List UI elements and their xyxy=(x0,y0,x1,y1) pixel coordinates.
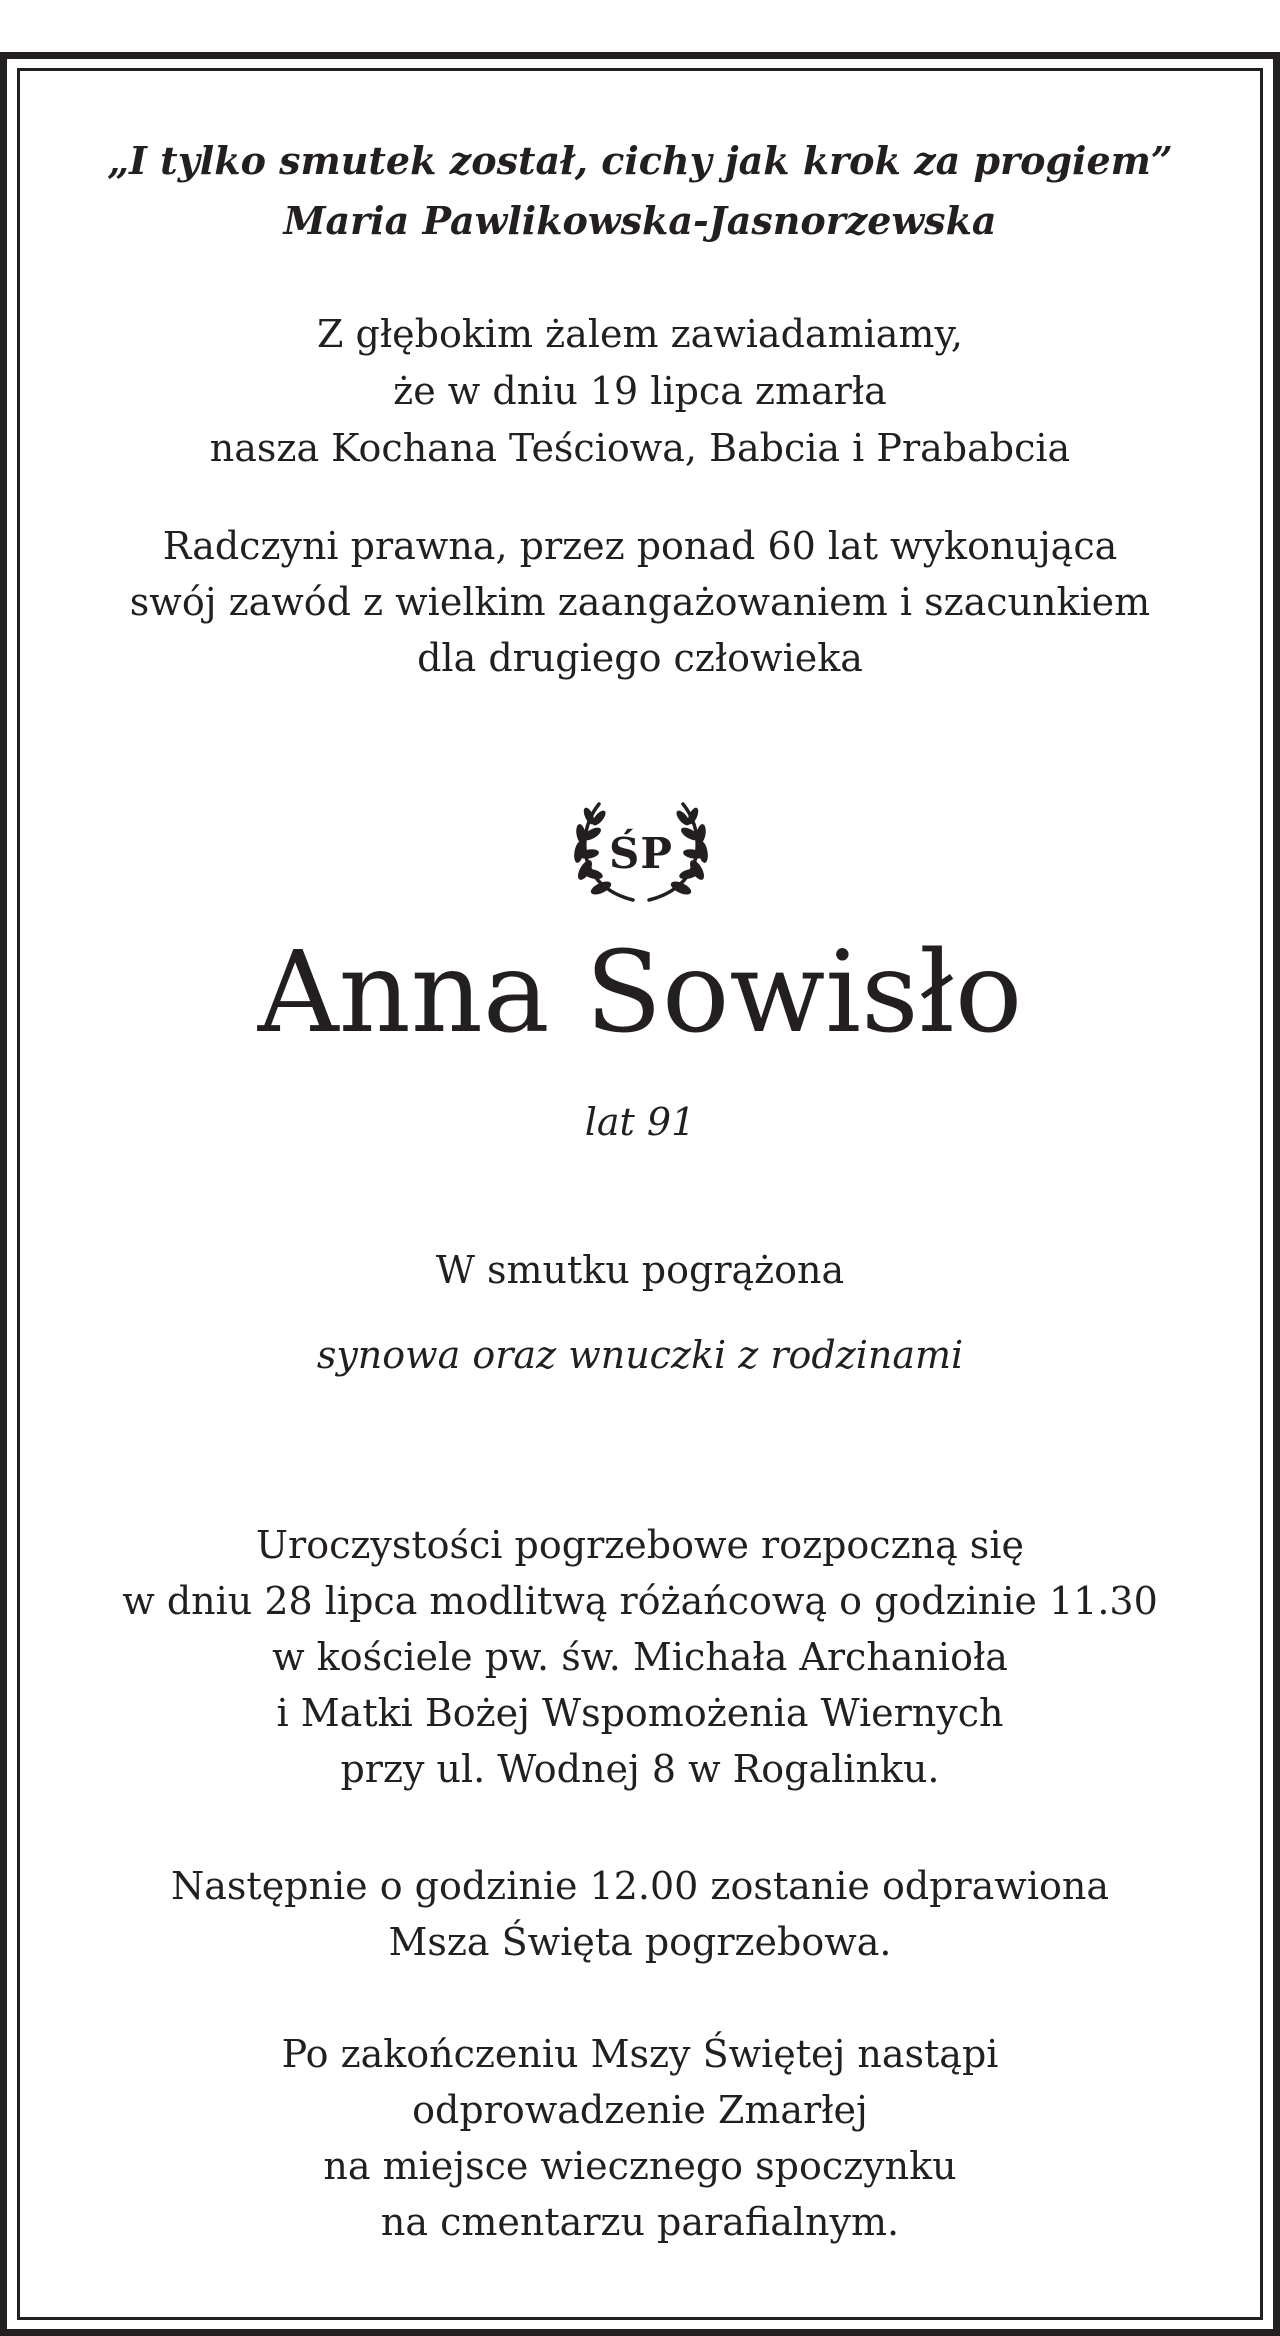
ceremony-line: i Matki Bożej Wspomożenia Wiernych xyxy=(276,1691,1004,1735)
profession-line: dla drugiego człowieka xyxy=(417,636,863,680)
ceremony-line: w kościele pw. św. Michała Archanioła xyxy=(272,1635,1008,1679)
ceremony-line: Uroczystości pogrzebowe rozpoczną się xyxy=(256,1523,1024,1567)
burial-line: na miejsce wiecznego spoczynku xyxy=(323,2144,957,2188)
laurel-wreath-icon xyxy=(571,800,711,904)
ceremony-line: w dniu 28 lipca modlitwą różańcową o godzinie 11.30 xyxy=(122,1579,1158,1623)
emblem-text: ŚP xyxy=(609,829,673,878)
ceremony-line: przy ul. Wodnej 8 w Rogalinku. xyxy=(340,1747,940,1791)
funeral-ceremony-info xyxy=(20,1517,1260,1797)
mourning-text: W smutku pogrążona xyxy=(435,1248,845,1292)
mass-line: Msza Święta pogrzebowa. xyxy=(388,1920,892,1964)
announcement-line: nasza Kochana Teściowa, Babcia i Prababcia xyxy=(209,426,1071,470)
death-announcement xyxy=(20,306,1260,477)
profession-line: swój zawód z wielkim zaangażowaniem i szacunkiem xyxy=(129,580,1151,624)
profession-line: Radczyni prawna, przez ponad 60 lat wykonująca xyxy=(162,524,1118,568)
quote-author: Maria Pawlikowska-Jasnorzewska xyxy=(283,198,997,243)
deceased-age: lat 91 xyxy=(584,1100,696,1144)
announcement-line: Z głębokim żalem zawiadamiamy, xyxy=(317,312,963,356)
quote-text: „I tylko smutek został, cichy jak krok za progiem” xyxy=(107,138,1173,183)
burial-line: na cmentarzu parafialnym. xyxy=(380,2200,900,2244)
burial-info xyxy=(20,2026,1260,2250)
burial-line: Po zakończeniu Mszy Świętej nastąpi xyxy=(281,2032,999,2076)
epigraph-quote xyxy=(20,131,1260,251)
funeral-mass-info xyxy=(20,1858,1260,1970)
announcement-line: że w dniu 19 lipca zmarła xyxy=(393,369,887,413)
mass-line: Następnie o godzinie 12.00 zostanie odprawiona xyxy=(171,1864,1109,1908)
profession-description xyxy=(20,518,1260,686)
deceased-name: Anna Sowisło xyxy=(257,928,1023,1058)
mourners-list: synowa oraz wnuczki z rodzinami xyxy=(316,1333,964,1377)
burial-line: odprowadzenie Zmarłej xyxy=(412,2088,868,2132)
